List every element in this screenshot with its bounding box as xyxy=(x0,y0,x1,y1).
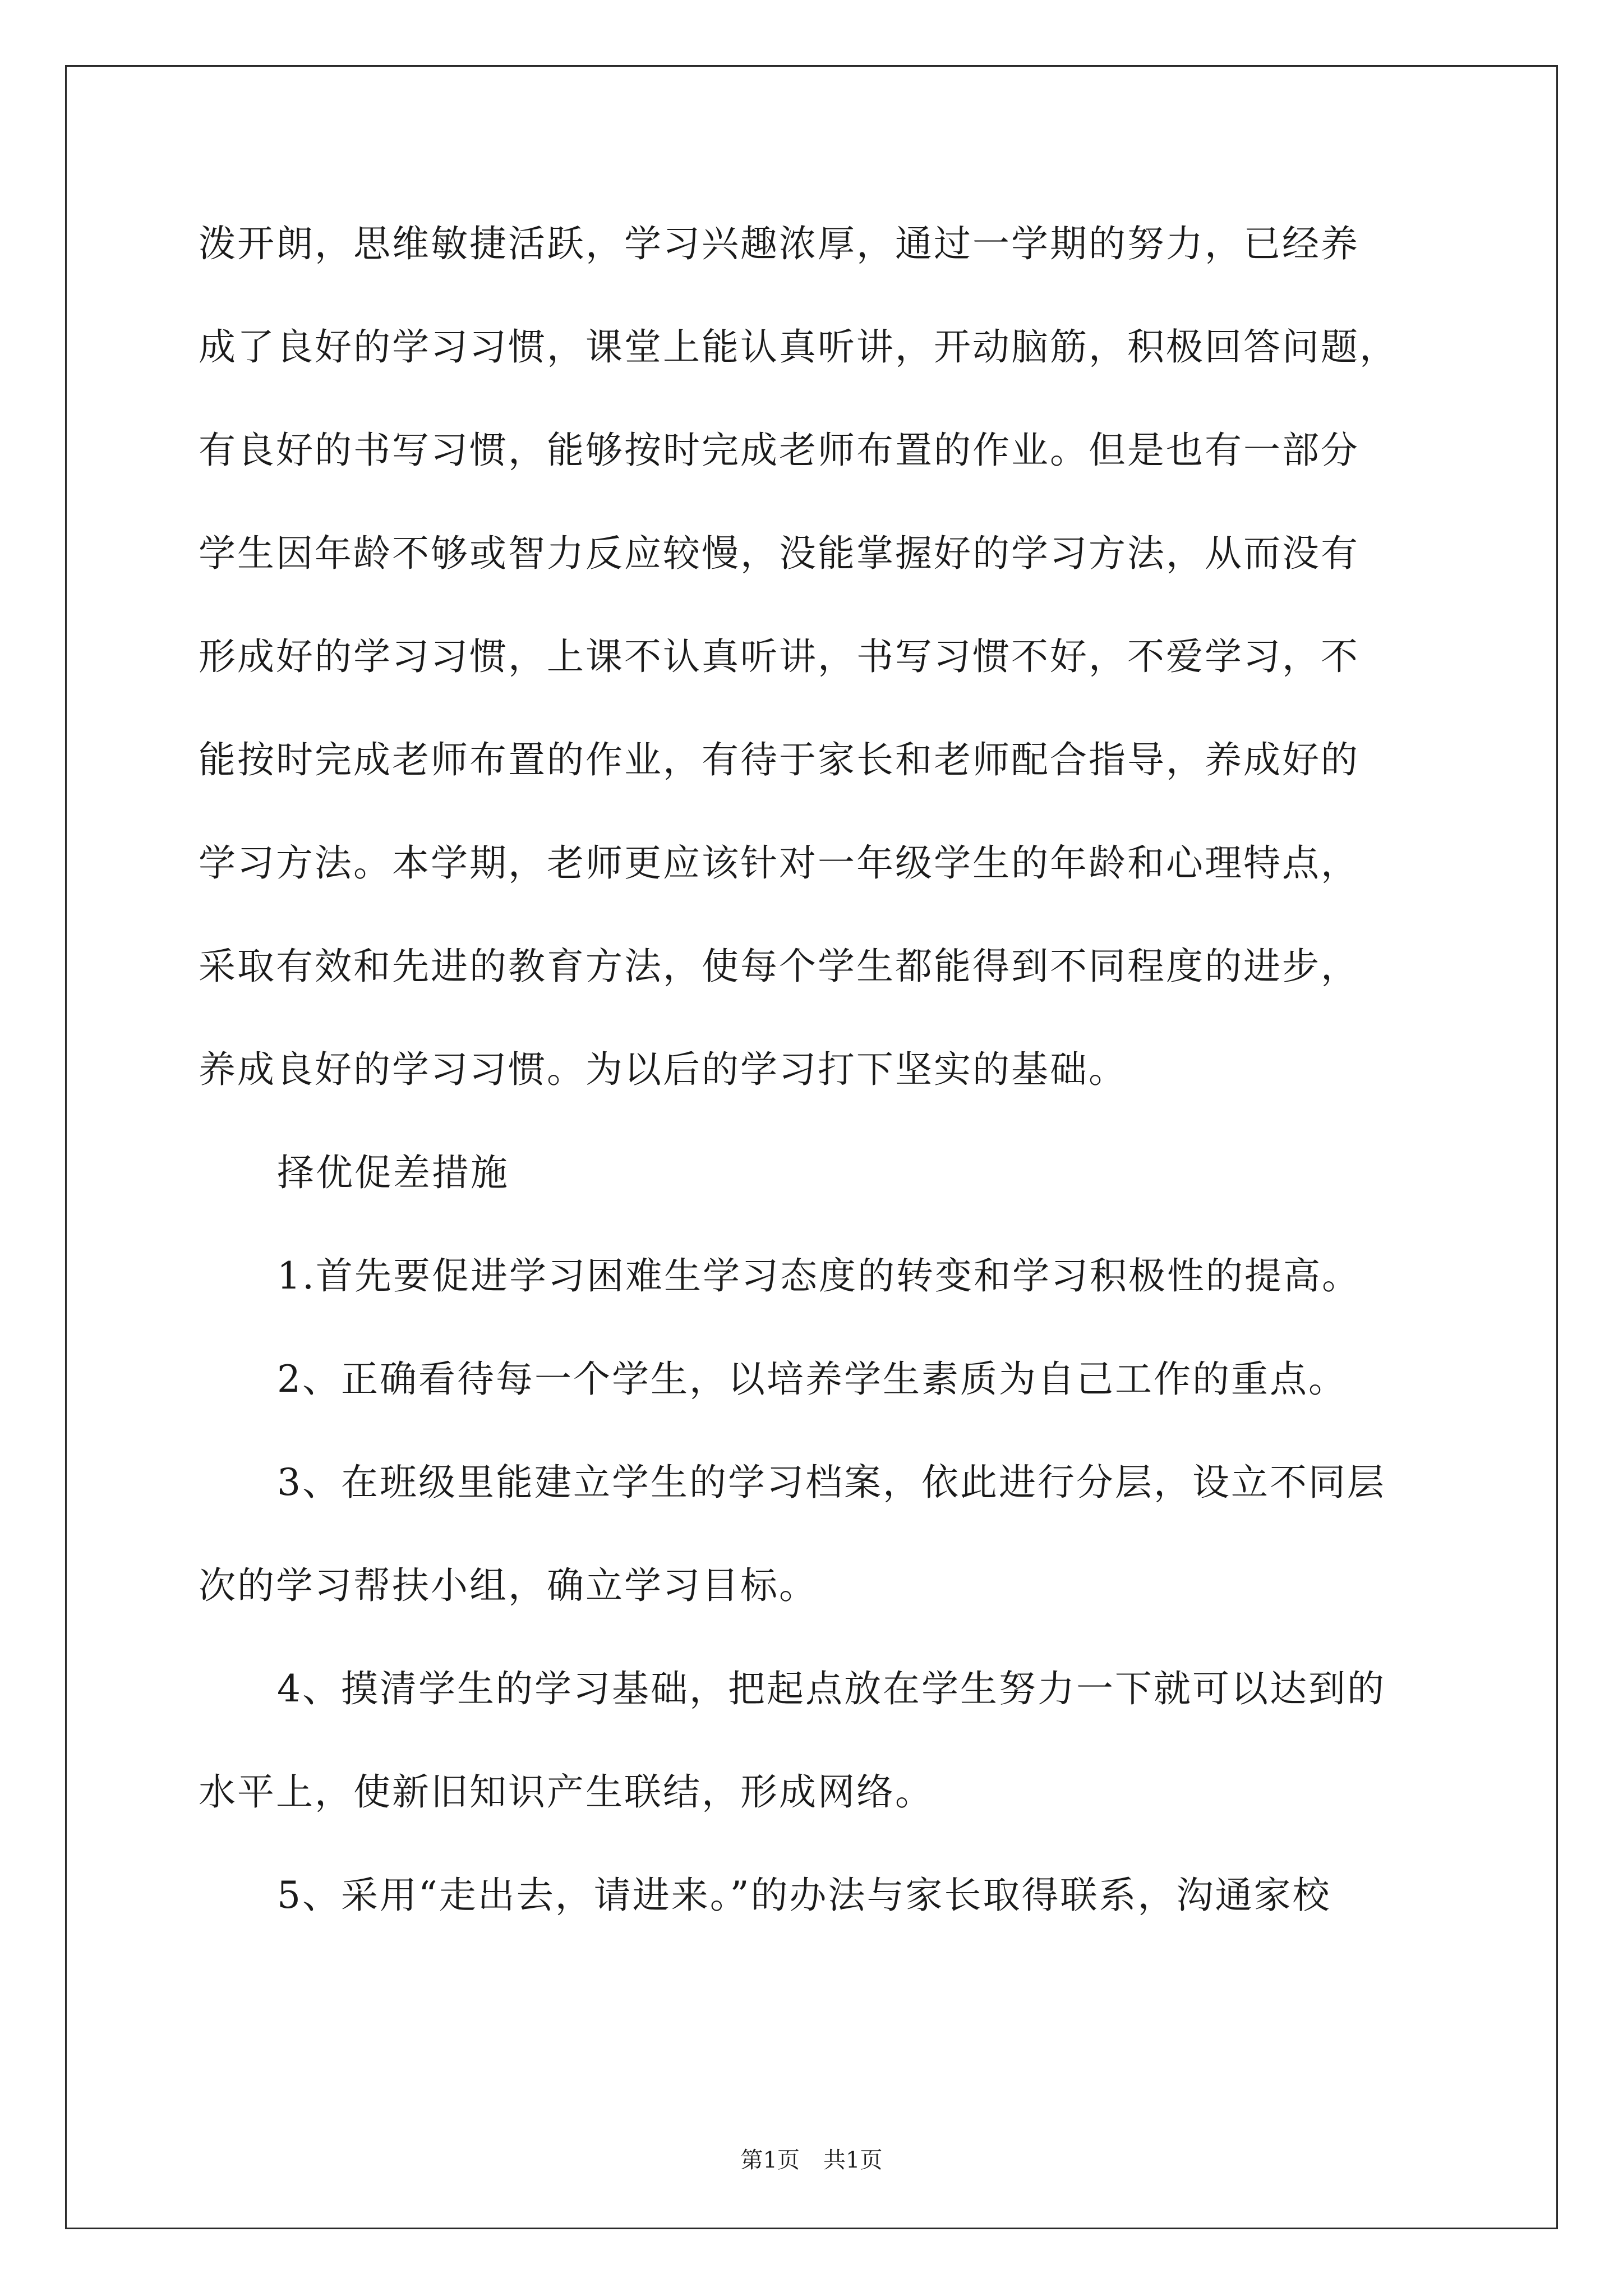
page-footer xyxy=(0,2146,1623,2174)
section-heading: 择优促差措施 xyxy=(277,1151,509,1194)
paragraph-line: 学习方法。本学期，老师更应该针对一年级学生的年龄和心理特点， xyxy=(199,841,1359,885)
paragraph-line: 养成良好的学习习惯。为以后的学习打下坚实的基础。 xyxy=(199,1048,1127,1091)
page-number: 第1页 xyxy=(740,2147,800,2173)
paragraph-line: 泼开朗，思维敏捷活跃，学习兴趣浓厚，通过一学期的努力，已经养 xyxy=(199,222,1359,265)
list-item-4: 4、摸清学生的学习基础，把起点放在学生努力一下就可以达到的 xyxy=(277,1667,1386,1710)
list-item-2: 2、正确看待每一个学生，以培养学生素质为自己工作的重点。 xyxy=(277,1358,1347,1401)
paragraph-line: 形成好的学习习惯，上课不认真听讲，书写习惯不好，不爱学习，不 xyxy=(199,635,1359,678)
list-item-4-continued: 水平上，使新旧知识产生联结，形成网络。 xyxy=(199,1770,934,1814)
list-item-3-continued: 次的学习帮扶小组，确立学习目标。 xyxy=(199,1564,818,1607)
page-total: 共1页 xyxy=(823,2147,883,2173)
list-item-1: 1.首先要促进学习困难生学习态度的转变和学习积极性的提高。 xyxy=(277,1254,1361,1297)
list-item-3: 3、在班级里能建立学生的学习档案，依此进行分层，设立不同层 xyxy=(277,1461,1386,1504)
paragraph-line: 有良好的书写习惯，能够按时完成老师布置的作业。但是也有一部分 xyxy=(199,429,1359,472)
paragraph-line: 能按时完成老师布置的作业，有待于家长和老师配合指导，养成好的 xyxy=(199,738,1359,781)
paragraph-line: 成了良好的学习习惯，课堂上能认真听讲，开动脑筋，积极回答问题， xyxy=(199,325,1398,369)
paragraph-line: 采取有效和先进的教育方法，使每个学生都能得到不同程度的进步， xyxy=(199,945,1359,988)
paragraph-line: 学生因年龄不够或智力反应较慢，没能掌握好的学习方法，从而没有 xyxy=(199,532,1359,575)
list-item-5: 5、采用“走出去，请进来。”的办法与家长取得联系，沟通家校 xyxy=(277,1874,1331,1917)
